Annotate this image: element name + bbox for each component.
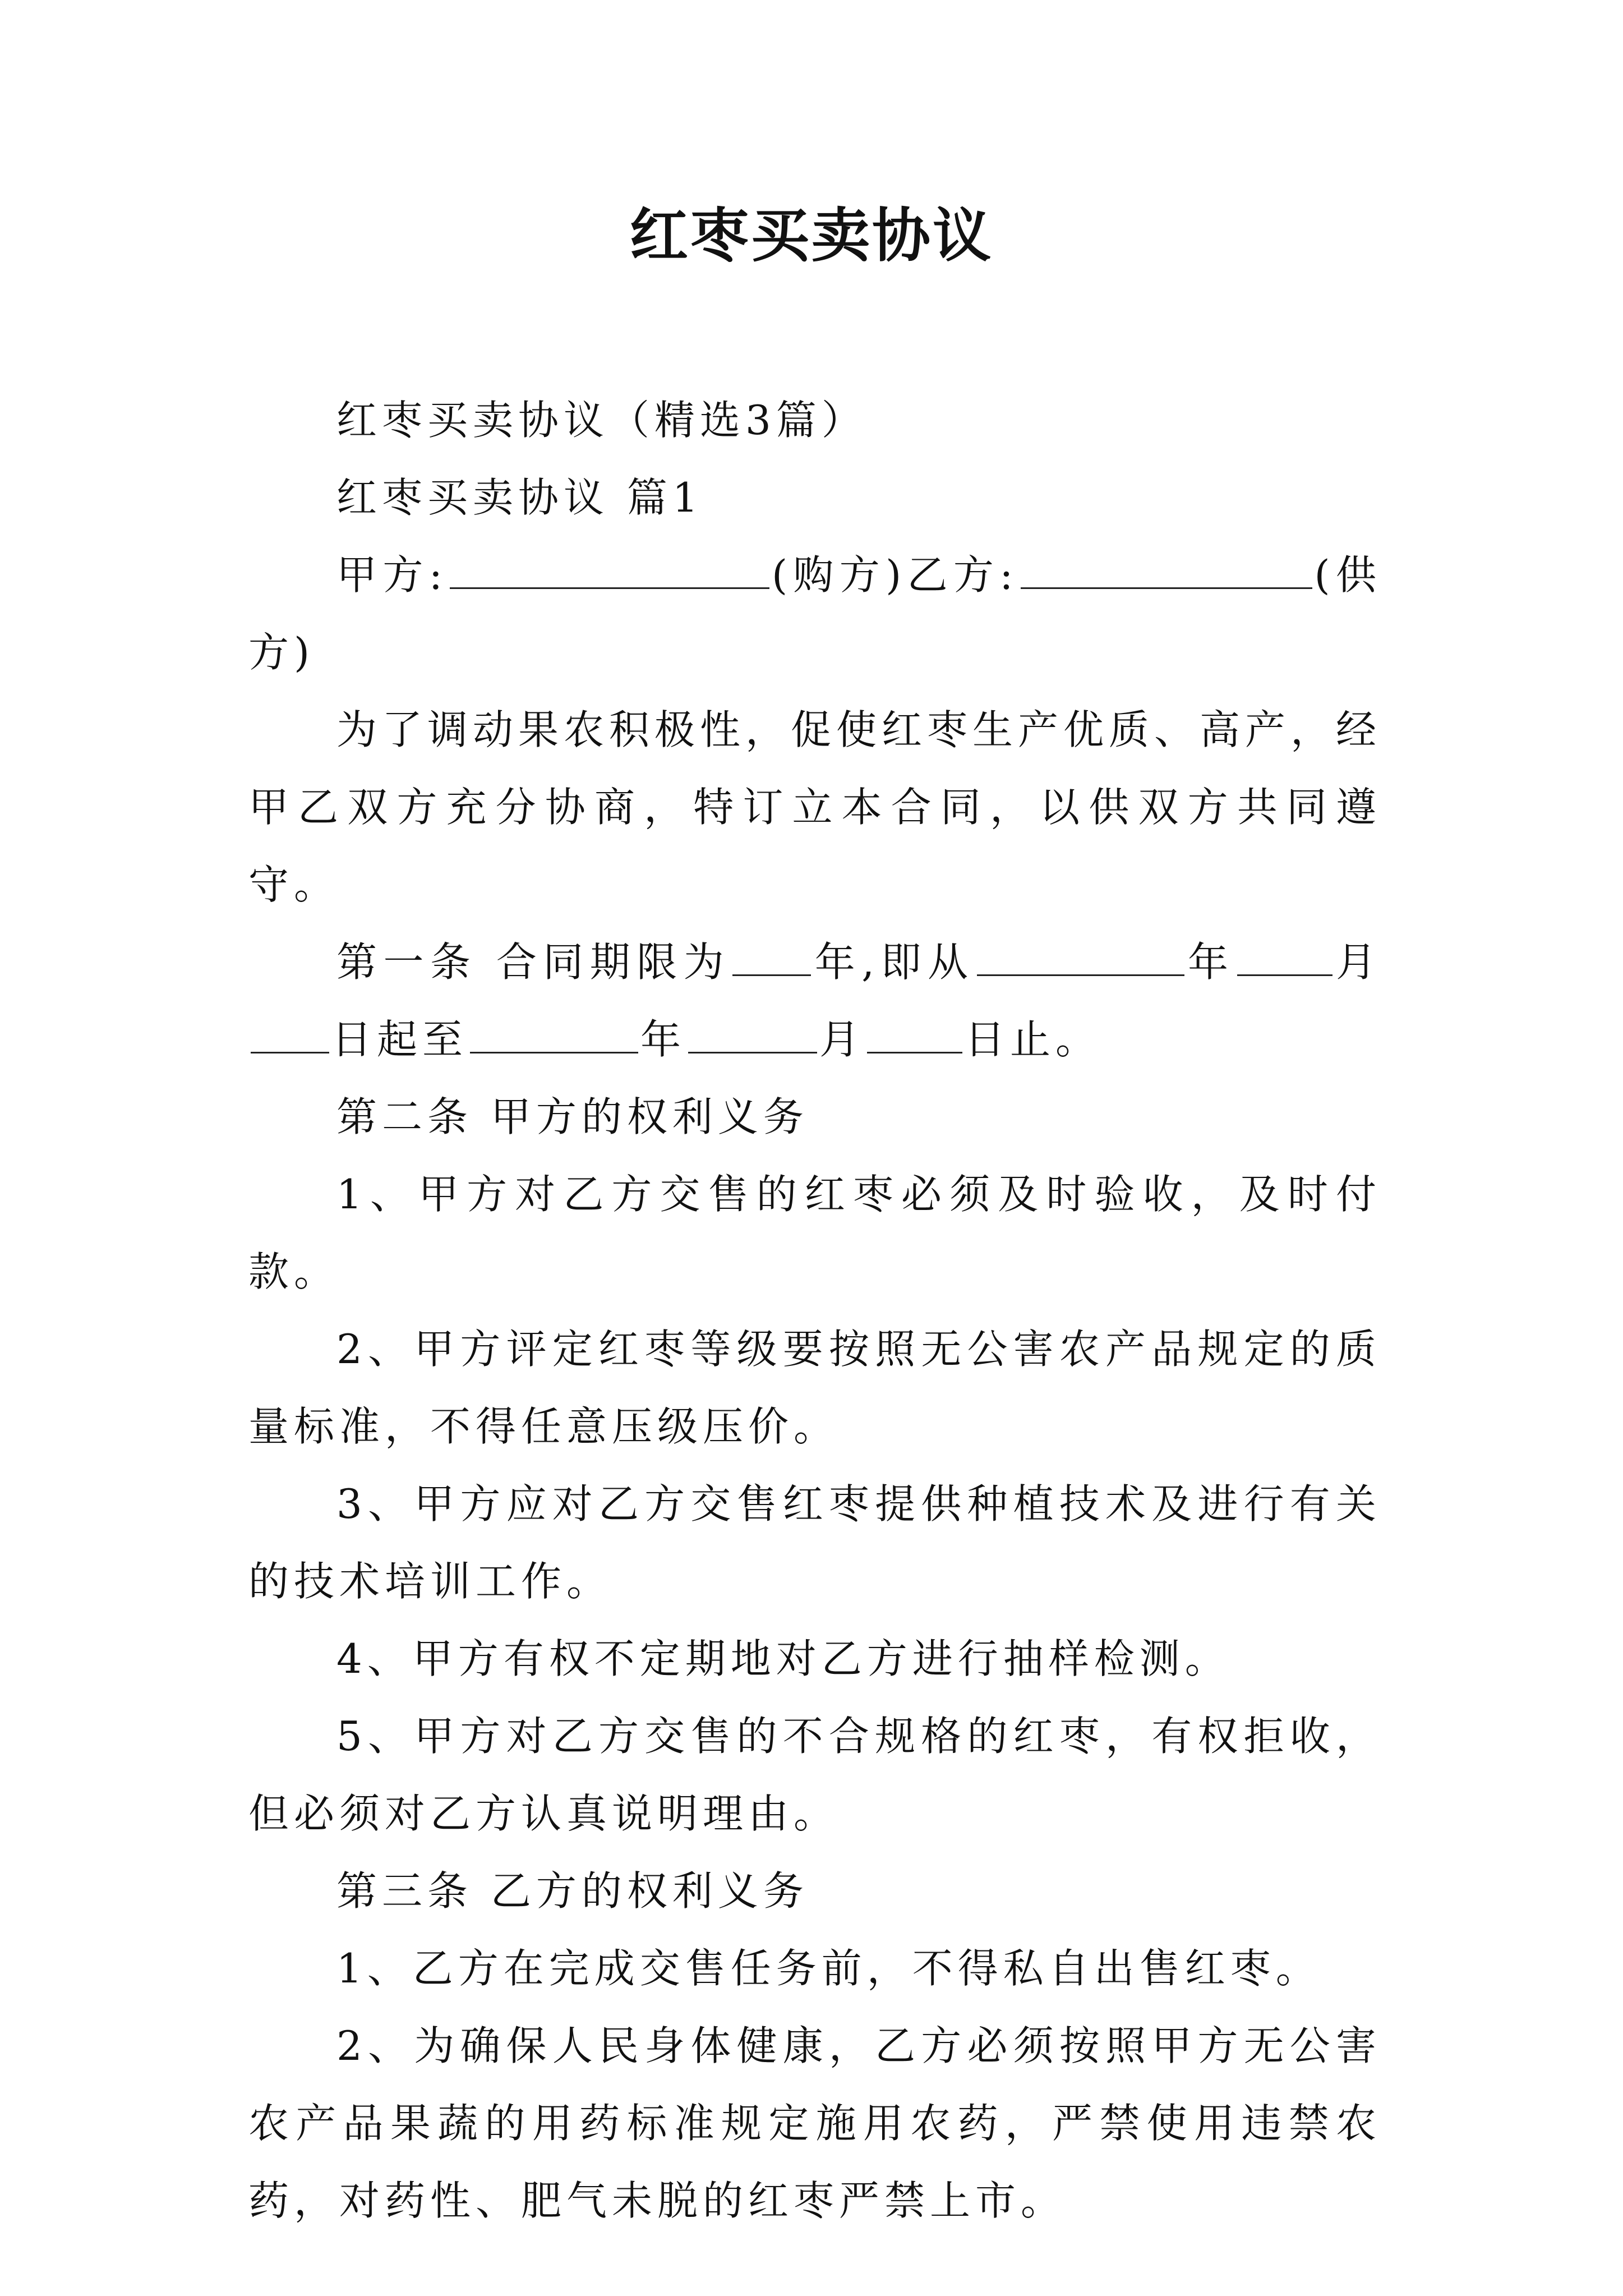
party-a-role: (购方)乙方: [771, 551, 1018, 599]
article2-item: 1、甲方对乙方交售的红枣必须及时验收，及时付款。 [248, 1171, 1381, 1295]
article1-text-5: 年 [640, 1016, 686, 1063]
article1-paragraph [248, 923, 1381, 1078]
article1-text-7: 日止。 [965, 1016, 1101, 1063]
party-a-label: 甲方: [336, 551, 448, 599]
term-years-blank [732, 974, 811, 976]
article1-text-1: 年,即从 [813, 938, 975, 986]
start-month-blank [1237, 974, 1332, 976]
party-a-blank [450, 587, 769, 589]
section-heading: 红枣买卖协议 篇1 [336, 474, 703, 521]
article3-heading: 第三条 乙方的权利义务 [336, 1867, 809, 1915]
party-b-role: (供方) [248, 551, 1381, 676]
end-day-blank [867, 1051, 962, 1053]
article1-text-4: 日起至 [331, 1016, 468, 1063]
end-month-blank [688, 1051, 817, 1053]
subtitle: 红枣买卖协议（精选3篇） [336, 397, 867, 444]
article1-text-2: 年 [1186, 938, 1235, 986]
article3-item: 1、乙方在完成交售任务前，不得私自出售红枣。 [336, 1945, 1321, 1992]
document-title: 红枣买卖协议 [629, 201, 993, 270]
article2-heading: 第二条 甲方的权利义务 [336, 1093, 809, 1140]
article1-lead: 第一条 合同期限为 [336, 938, 731, 986]
article3-item: 2、为确保人民身体健康，乙方必须按照甲方无公害农产品果蔬的用药标准规定施用农药，严禁使用违禁农药，对药性、肥气未脱的红枣严禁上市。 [248, 2022, 1381, 2224]
article1-text-6: 月 [819, 1016, 865, 1063]
end-year-blank [470, 1051, 638, 1053]
article2-item: 5、甲方对乙方交售的不合规格的红枣，有权拒收，但必须对乙方认真说明理由。 [248, 1713, 1381, 1837]
party-b-blank [1021, 587, 1312, 589]
article2-item: 2、甲方评定红枣等级要按照无公害农产品规定的质量标准，不得任意压级压价。 [248, 1326, 1381, 1450]
article2-item: 4、甲方有权不定期地对乙方进行抽样检测。 [336, 1635, 1230, 1682]
parties-line [248, 536, 1381, 691]
intro-paragraph: 为了调动果农积极性，促使红枣生产优质、高产，经甲乙双方充分协商，特订立本合同，以供双方共同遵守。 [248, 706, 1382, 908]
start-year-blank [977, 974, 1184, 976]
start-day-blank [251, 1051, 329, 1053]
article2-item: 3、甲方应对乙方交售红枣提供种植技术及进行有关的技术培训工作。 [248, 1480, 1381, 1605]
article1-text-3: 月 [1334, 938, 1381, 986]
document-body [248, 381, 1381, 2239]
